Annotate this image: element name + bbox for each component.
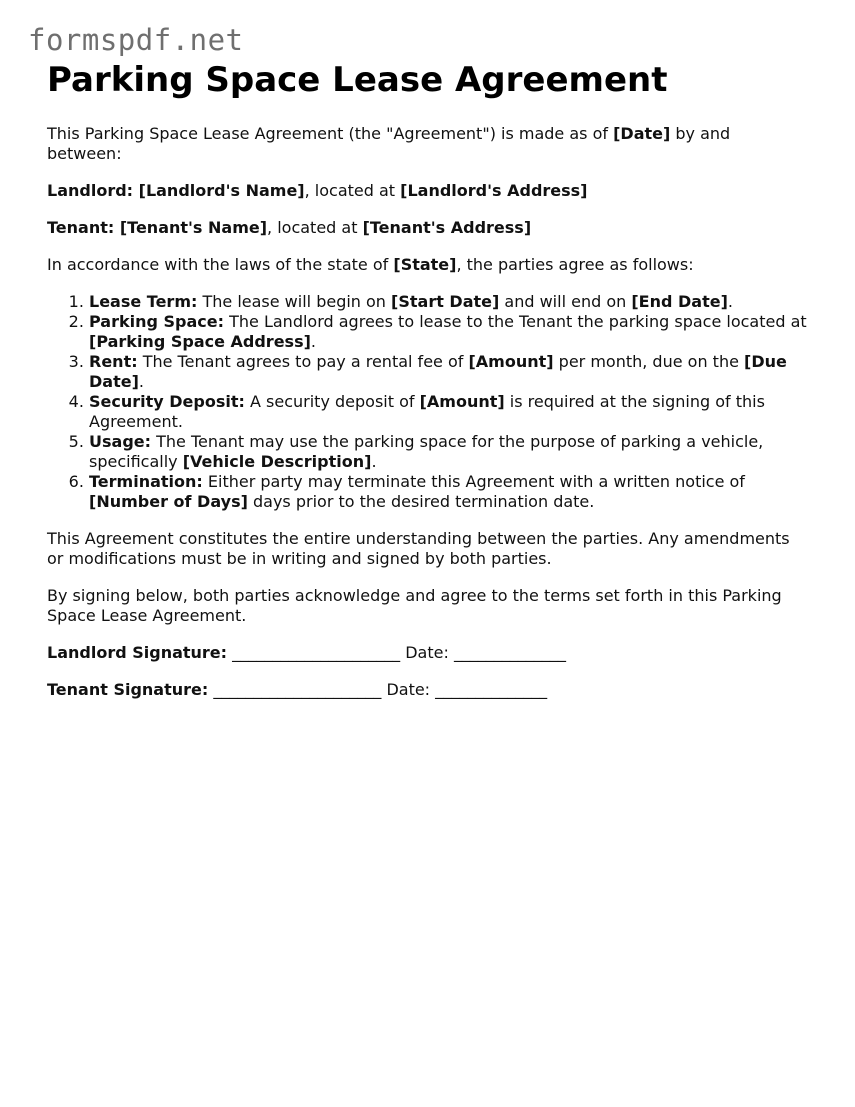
- tenant-signature-blank: _____________________ Date: ______________: [208, 680, 548, 699]
- law-paragraph: [47, 255, 807, 275]
- term-text: The Tenant agrees to pay a rental fee of: [137, 352, 469, 371]
- term-termination: [89, 472, 807, 512]
- intro-text-2: by and between:: [47, 124, 731, 163]
- term-rent: [89, 352, 807, 392]
- entire-agreement-paragraph: This Agreement constitutes the entire understanding between the parties. Any amendments or modifications must be in writing and signed by both parties.: [47, 529, 790, 568]
- law-state: [State]: [393, 255, 457, 274]
- landlord-name: [Landlord's Name]: [138, 181, 305, 200]
- law-text-2: , the parties agree as follows:: [456, 255, 694, 274]
- term-security-deposit: [89, 392, 807, 432]
- term-placeholder: [Amount]: [419, 392, 505, 411]
- term-placeholder: [End Date]: [631, 292, 728, 311]
- term-placeholder: [Vehicle Description]: [182, 452, 372, 471]
- tenant-mid: , located at: [267, 218, 363, 237]
- term-text: The Landlord agrees to lease to the Tenant the parking space located at: [224, 312, 807, 331]
- term-label: Parking Space:: [89, 312, 225, 331]
- landlord-line: [47, 181, 807, 201]
- tenant-address: [Tenant's Address]: [362, 218, 532, 237]
- intro-text-1: This Parking Space Lease Agreement (the "Agreement") is made as of: [47, 124, 614, 143]
- term-text: The lease will begin on: [197, 292, 392, 311]
- term-placeholder: [Parking Space Address]: [89, 332, 311, 351]
- tenant-signature-line: [47, 680, 807, 700]
- acknowledgement-paragraph: By signing below, both parties acknowledge and agree to the terms set forth in this Parking Space Lease Agreement.: [47, 586, 782, 625]
- intro-paragraph: [47, 124, 807, 164]
- term-placeholder: [Start Date]: [391, 292, 500, 311]
- tenant-label: Tenant:: [47, 218, 120, 237]
- term-text: .: [138, 372, 144, 391]
- tenant-name: [Tenant's Name]: [119, 218, 268, 237]
- intro-date: [Date]: [613, 124, 671, 143]
- term-label: Usage:: [89, 432, 152, 451]
- term-text: A security deposit of: [244, 392, 420, 411]
- terms-list: [47, 292, 807, 512]
- term-label: Termination:: [89, 472, 203, 491]
- landlord-signature-label: Landlord Signature:: [47, 643, 228, 662]
- term-text: The Tenant may use the parking space for the purpose of parking a vehicle, specifically: [89, 432, 764, 471]
- term-lease-term: [89, 292, 807, 312]
- term-placeholder: [Amount]: [468, 352, 554, 371]
- term-placeholder: [Due Date]: [89, 352, 787, 391]
- term-text: per month, due on the: [553, 352, 745, 371]
- term-label: Rent:: [89, 352, 138, 371]
- law-text-1: In accordance with the laws of the state of: [47, 255, 394, 274]
- document-body: [47, 60, 807, 717]
- term-text: .: [727, 292, 733, 311]
- tenant-line: [47, 218, 807, 238]
- page-title: Parking Space Lease Agreement: [47, 60, 668, 100]
- tenant-signature-label: Tenant Signature:: [47, 680, 209, 699]
- landlord-mid: , located at: [304, 181, 401, 200]
- term-text: .: [371, 452, 377, 471]
- term-text: days prior to the desired termination date.: [247, 492, 595, 511]
- term-usage: [89, 432, 807, 472]
- term-text: and will end on: [499, 292, 632, 311]
- landlord-signature-blank: _____________________ Date: ______________: [227, 643, 566, 662]
- landlord-signature-line: [47, 643, 807, 663]
- term-text: .: [310, 332, 316, 351]
- term-text: Either party may terminate this Agreement with a written notice of: [202, 472, 745, 491]
- watermark-logo: formspdf.net: [28, 23, 244, 57]
- term-placeholder: [Number of Days]: [89, 492, 248, 511]
- landlord-address: [Landlord's Address]: [400, 181, 588, 200]
- term-parking-space: [89, 312, 807, 352]
- landlord-label: Landlord:: [47, 181, 139, 200]
- term-label: Lease Term:: [89, 292, 198, 311]
- term-label: Security Deposit:: [89, 392, 245, 411]
- term-text: is required at the signing of this Agreement.: [89, 392, 765, 431]
